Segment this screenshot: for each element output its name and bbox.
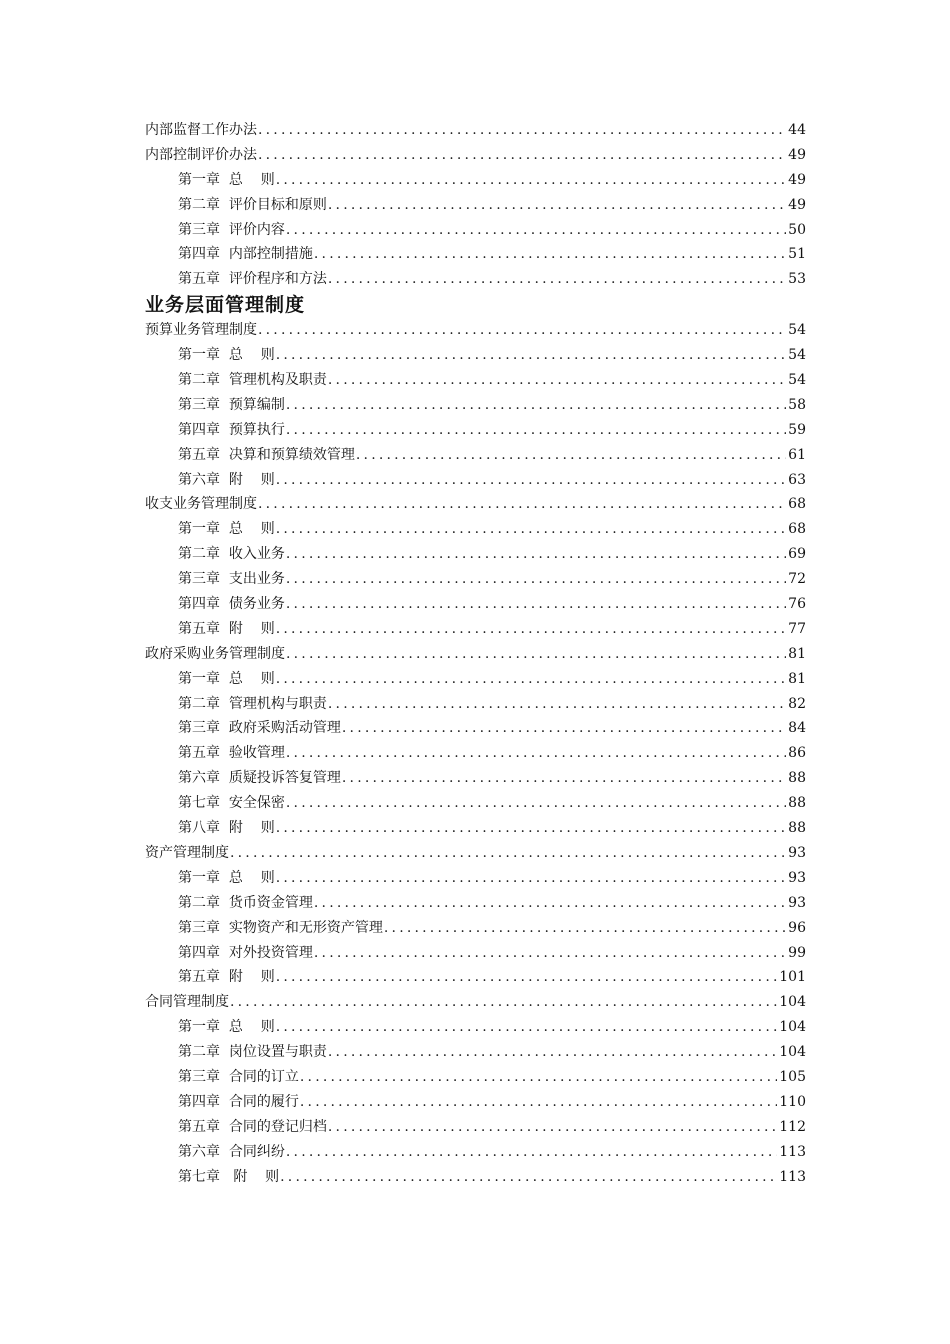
dot-leader	[314, 941, 786, 966]
toc-entry-title: 第二章 评价目标和原则	[178, 196, 327, 213]
toc-page-number: 53	[788, 271, 806, 288]
toc-subentry[interactable]	[0, 1015, 950, 1040]
toc-subentry[interactable]	[0, 716, 950, 741]
toc-page-number: 69	[788, 546, 806, 563]
toc-page-number: 81	[788, 670, 806, 687]
toc-entry-title: 第三章 实物资产和无形资产管理	[178, 919, 383, 936]
dot-leader	[300, 1090, 777, 1115]
toc-subentry[interactable]	[0, 368, 950, 393]
toc-page-number: 49	[788, 196, 806, 213]
toc-subentry[interactable]	[0, 941, 950, 966]
toc-subentry[interactable]	[0, 667, 950, 692]
dot-leader	[314, 891, 786, 916]
toc-entry-title: 收支业务管理制度	[145, 496, 257, 513]
toc-entry-title: 第三章 预算编制	[178, 396, 285, 413]
dot-leader	[342, 766, 786, 791]
toc-page-number: 113	[779, 1143, 806, 1160]
dot-leader	[342, 716, 786, 741]
dot-leader	[286, 592, 786, 617]
toc-entry-title: 第二章 管理机构与职责	[178, 695, 327, 712]
dot-leader	[286, 741, 786, 766]
toc-page-number: 101	[779, 969, 806, 986]
dot-leader	[276, 816, 786, 841]
toc-entry-title: 第四章 对外投资管理	[178, 944, 313, 961]
toc-entry-title: 第一章 总 则	[178, 670, 275, 687]
toc-page-number: 49	[788, 171, 806, 188]
toc-subentry[interactable]	[0, 218, 950, 243]
toc-subentry[interactable]	[0, 517, 950, 542]
toc-subentry[interactable]	[0, 866, 950, 891]
toc-subentry[interactable]	[0, 267, 950, 292]
toc-subentry[interactable]	[0, 891, 950, 916]
toc-entry-title: 内部监督工作办法	[145, 122, 257, 138]
toc-entry-title: 第五章 附 则	[178, 620, 275, 637]
toc-entry-title: 内部控制评价办法	[145, 146, 257, 163]
toc-entry-title: 第二章 管理机构及职责	[178, 372, 327, 389]
toc-page-number: 61	[788, 446, 806, 463]
toc-subentry[interactable]	[0, 816, 950, 841]
toc-subentry[interactable]	[0, 542, 950, 567]
toc-page-number: 76	[788, 596, 806, 613]
toc-entry-title: 第五章 验收管理	[178, 745, 285, 762]
toc-entry-title: 第五章 附 则	[178, 969, 275, 986]
toc-page-number: 86	[788, 745, 806, 762]
dot-leader	[328, 368, 786, 393]
dot-leader	[286, 418, 786, 443]
toc-entry-title: 第六章 附 则	[178, 471, 275, 488]
dot-leader	[276, 617, 786, 642]
dot-leader	[276, 965, 778, 990]
toc-entry-title: 第八章 附 则	[178, 820, 275, 837]
toc-subentry[interactable]	[0, 916, 950, 941]
toc-page-number: 51	[788, 246, 806, 263]
toc-entry[interactable]	[0, 990, 950, 1015]
dot-leader	[258, 143, 786, 168]
dot-leader	[356, 443, 786, 468]
toc-entry-title: 第四章 合同的履行	[178, 1093, 299, 1110]
dot-leader	[328, 267, 786, 292]
toc-entry-title: 第三章 评价内容	[178, 221, 285, 238]
toc-entry-title: 第三章 政府采购活动管理	[178, 720, 341, 737]
dot-leader	[276, 1015, 778, 1040]
dot-leader	[286, 218, 786, 243]
toc-entry-title: 第一章 总 则	[178, 1019, 275, 1036]
toc-subentry[interactable]	[0, 193, 950, 218]
toc-page-number: 104	[779, 1019, 806, 1036]
toc-subentry[interactable]	[0, 567, 950, 592]
toc-entry[interactable]	[0, 642, 950, 667]
toc-entry-title: 第四章 债务业务	[178, 596, 285, 613]
toc-entry[interactable]	[0, 118, 950, 143]
toc-entry-title: 预算业务管理制度	[145, 322, 257, 339]
toc-page-number: 104	[779, 1044, 806, 1061]
dot-leader	[286, 542, 786, 567]
toc-page-number: 104	[779, 994, 806, 1011]
dot-leader	[300, 1065, 777, 1090]
dot-leader	[328, 1040, 777, 1065]
dot-leader	[276, 517, 786, 542]
toc-entry-title: 第五章 决算和预算绩效管理	[178, 446, 355, 463]
toc-page-number: 54	[788, 322, 806, 339]
toc-subentry[interactable]	[0, 766, 950, 791]
dot-leader	[286, 1140, 777, 1165]
toc-page-number: 88	[788, 820, 806, 837]
toc-page-number: 113	[779, 1168, 806, 1185]
dot-leader	[286, 642, 786, 667]
toc-subentry[interactable]	[0, 168, 950, 193]
toc-entry[interactable]	[0, 492, 950, 517]
toc-subentry[interactable]	[0, 468, 950, 493]
toc-page-number: 72	[788, 571, 806, 588]
toc-entry-title: 第四章 预算执行	[178, 421, 285, 438]
toc-page-number: 93	[788, 894, 806, 911]
dot-leader	[314, 242, 786, 267]
toc-page-number: 68	[788, 521, 806, 538]
toc-page-number: 88	[788, 770, 806, 787]
toc-entry-title: 第二章 货币资金管理	[178, 894, 313, 911]
dot-leader	[230, 841, 786, 866]
dot-leader	[276, 667, 786, 692]
dot-leader	[258, 118, 786, 143]
toc-page-number: 84	[788, 720, 806, 737]
dot-leader	[328, 692, 786, 717]
dot-leader	[286, 791, 786, 816]
dot-leader	[258, 492, 786, 517]
toc-page-number: 63	[788, 471, 806, 488]
toc-subentry[interactable]	[0, 692, 950, 717]
dot-leader	[276, 343, 786, 368]
toc-entry-title: 第六章 合同纠纷	[178, 1143, 285, 1160]
dot-leader	[286, 393, 786, 418]
toc-entry-title: 第七章 安全保密	[178, 795, 285, 812]
toc-page-number: 59	[788, 421, 806, 438]
toc-entry-title: 第一章 总 则	[178, 171, 275, 188]
toc-entry-title: 资产管理制度	[145, 844, 229, 861]
toc-entry-title: 第三章 合同的订立	[178, 1068, 299, 1085]
toc-page-number: 96	[788, 919, 806, 936]
dot-leader	[384, 916, 786, 941]
toc-subentry[interactable]	[0, 741, 950, 766]
toc-entry-title: 第七章 附 则	[178, 1168, 280, 1185]
toc-subentry[interactable]	[0, 617, 950, 642]
toc-subentry[interactable]	[0, 965, 950, 990]
dot-leader	[258, 318, 786, 343]
dot-leader	[276, 468, 786, 493]
table-of-contents	[0, 118, 950, 1189]
toc-subentry[interactable]	[0, 418, 950, 443]
toc-subentry[interactable]	[0, 343, 950, 368]
toc-page-number: 99	[788, 944, 806, 961]
dot-leader	[328, 193, 786, 218]
toc-entry-title: 第二章 收入业务	[178, 546, 285, 563]
dot-leader	[328, 1115, 777, 1140]
toc-entry[interactable]	[0, 841, 950, 866]
toc-subentry[interactable]	[0, 791, 950, 816]
toc-entry[interactable]	[0, 143, 950, 168]
toc-page-number: 54	[788, 347, 806, 364]
toc-entry-title: 第五章 评价程序和方法	[178, 271, 327, 288]
toc-entry-title: 第二章 岗位设置与职责	[178, 1044, 327, 1061]
toc-entry[interactable]	[0, 318, 950, 343]
toc-page-number: 58	[788, 396, 806, 413]
dot-leader	[280, 1165, 777, 1190]
toc-page-number: 112	[779, 1118, 806, 1135]
toc-entry-title: 第五章 合同的登记归档	[178, 1118, 327, 1135]
toc-entry-title: 政府采购业务管理制度	[145, 645, 285, 662]
toc-subentry[interactable]	[0, 1065, 950, 1090]
toc-page-number: 93	[788, 869, 806, 886]
toc-page-number: 93	[788, 844, 806, 861]
toc-page-number: 88	[788, 795, 806, 812]
toc-page-number: 50	[788, 221, 806, 238]
toc-entry-title: 第三章 支出业务	[178, 571, 285, 588]
toc-subentry[interactable]	[0, 1090, 950, 1115]
toc-page-number: 68	[788, 496, 806, 513]
toc-page-number: 54	[788, 372, 806, 389]
section-heading: 业务层面管理制度	[145, 294, 306, 317]
toc-page-number: 44	[788, 122, 806, 138]
toc-page-number: 82	[788, 695, 806, 712]
toc-entry-title: 合同管理制度	[145, 994, 229, 1011]
toc-subentry[interactable]	[0, 393, 950, 418]
toc-subentry[interactable]	[0, 592, 950, 617]
dot-leader	[276, 866, 786, 891]
toc-page-number: 110	[779, 1093, 806, 1110]
dot-leader	[276, 168, 786, 193]
toc-subentry[interactable]	[0, 242, 950, 267]
toc-page-number: 49	[788, 146, 806, 163]
toc-page-number: 81	[788, 645, 806, 662]
toc-entry-title: 第四章 内部控制措施	[178, 246, 313, 263]
dot-leader	[286, 567, 786, 592]
toc-page-number: 105	[779, 1068, 806, 1085]
toc-entry-title: 第一章 总 则	[178, 869, 275, 886]
toc-subentry[interactable]	[0, 443, 950, 468]
toc-page-number: 77	[788, 620, 806, 637]
toc-entry-title: 第一章 总 则	[178, 347, 275, 364]
dot-leader	[230, 990, 777, 1015]
toc-entry-title: 第一章 总 则	[178, 521, 275, 538]
toc-subentry[interactable]	[0, 1140, 950, 1165]
toc-entry-title: 第六章 质疑投诉答复管理	[178, 770, 341, 787]
toc-subentry[interactable]	[0, 1115, 950, 1140]
toc-subentry[interactable]	[0, 1165, 950, 1190]
toc-subentry[interactable]	[0, 1040, 950, 1065]
